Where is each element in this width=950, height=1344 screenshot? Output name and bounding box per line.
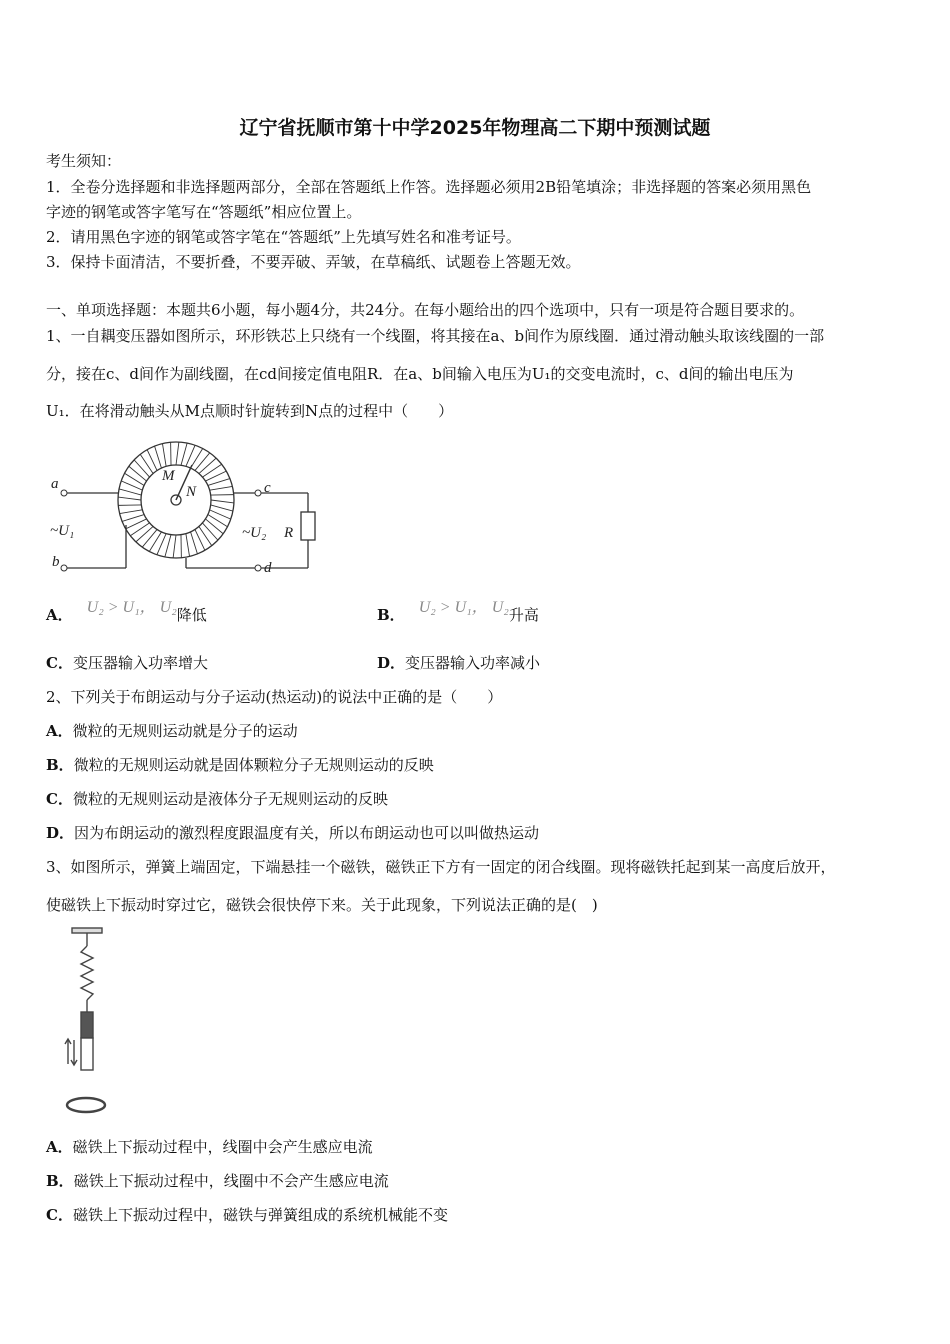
label-b: b: [52, 554, 60, 570]
option-text: 降低: [176, 606, 207, 624]
question-1-stem: 分，接在c、d间作为副线圈，在cd间接定值电阻R．在a、b间输入电压为U₁的交变电流时，c、d间的输出电压为: [46, 365, 794, 383]
label-c: c: [264, 480, 271, 496]
option-label: B．: [46, 756, 74, 774]
q2-option-b[interactable]: [46, 756, 434, 774]
option-text: 升高: [508, 606, 539, 624]
notice-item: 2．请用黑色字迹的钢笔或答字笔在“答题纸”上先填写姓名和准考证号。: [46, 228, 521, 246]
option-math: U₂ > U₁， U₂: [418, 599, 509, 616]
coil-turn: [199, 458, 216, 473]
coil-turn: [208, 479, 230, 486]
q2-option-c[interactable]: [46, 790, 388, 808]
label-a: a: [51, 476, 59, 492]
coil-turn: [162, 444, 166, 467]
option-label: C．: [46, 654, 73, 672]
magnet-s: [81, 1038, 93, 1070]
q1-option-d[interactable]: [377, 654, 540, 672]
q2-option-a[interactable]: [46, 722, 298, 740]
coil-turn: [129, 466, 147, 481]
option-label: D．: [377, 654, 406, 672]
option-label: A．: [46, 722, 73, 740]
coil-turn: [205, 519, 223, 534]
coil-turn: [155, 446, 162, 468]
q3-option-a[interactable]: [46, 1138, 373, 1156]
coil-turn: [211, 500, 234, 503]
option-text: 磁铁上下振动过程中，线圈中会产生感应电流: [72, 1138, 373, 1156]
coil-turn: [119, 489, 141, 495]
label-d: d: [264, 560, 272, 576]
q3-option-b[interactable]: [46, 1172, 389, 1190]
label-R: R: [284, 525, 294, 541]
coil-turn: [122, 515, 144, 522]
question-1-stem: U₁．在将滑动触头从M点顺时针旋转到N点的过程中（ ）: [46, 402, 454, 420]
section-heading: 一、单项选择题：本题共6小题，每小题4分，共24分。在每小题给出的四个选项中，只有一项是符合题目要求的。: [46, 301, 805, 319]
autotransformer-figure: [46, 430, 326, 580]
option-text: 磁铁上下振动过程中，线圈中不会产生感应电流: [73, 1172, 389, 1190]
option-text: 磁铁上下振动过程中，磁铁与弹簧组成的系统机械能不变: [72, 1206, 448, 1224]
coil-turn: [134, 460, 149, 477]
q1-option-b[interactable]: [377, 599, 539, 625]
option-text: 变压器输入功率减小: [405, 654, 541, 672]
coil-turn: [118, 497, 141, 500]
option-label: D．: [46, 824, 75, 842]
coil-turn: [176, 442, 179, 465]
notice-item: 3．保持卡面清洁，不要折叠，不要弄破、弄皱，在草稿纸、试题卷上答题无效。: [46, 253, 581, 271]
notice-item: 字迹的钢笔或答字笔写在“答题纸”相应位置上。: [46, 203, 362, 221]
q2-option-d[interactable]: [46, 824, 539, 842]
option-text: 因为布朗运动的激烈程度跟温度有关，所以布朗运动也可以叫做热运动: [74, 824, 540, 842]
question-2-stem: 2、下列关于布朗运动与分子运动(热运动)的说法中正确的是（ ）: [46, 688, 503, 706]
option-label: A．: [46, 606, 73, 624]
q3-option-c[interactable]: [46, 1206, 448, 1224]
coil-turn: [136, 526, 153, 541]
coil-turn: [142, 529, 157, 547]
coil-turn: [173, 535, 176, 558]
option-label: C．: [46, 790, 73, 808]
q1-option-c[interactable]: [46, 654, 208, 672]
coil-turn: [191, 532, 198, 554]
label-U2: ~U₂: [242, 525, 267, 541]
page-title: 辽宁省抚顺市第十中学2025年物理高二下期中预测试题: [239, 117, 711, 139]
option-text: 变压器输入功率增大: [72, 654, 208, 672]
spring-magnet-figure: [58, 922, 118, 1122]
option-text: 微粒的无规则运动是液体分子无规则运动的反映: [72, 790, 388, 808]
notice-heading: 考生须知：: [46, 152, 122, 170]
closed-coil: [67, 1098, 105, 1112]
coil-turn: [211, 505, 233, 511]
coil-turn: [210, 486, 233, 490]
option-text: 微粒的无规则运动就是固体颗粒分子无规则运动的反映: [73, 756, 434, 774]
option-label: C．: [46, 1206, 73, 1224]
question-3-stem: 3、如图所示，弹簧上端固定，下端悬挂一个磁铁，磁铁正下方有一固定的闭合线圈。现将磁铁托起到某一高度后放开，: [46, 858, 836, 876]
q1-option-a[interactable]: [46, 599, 207, 625]
option-label: A．: [46, 1138, 73, 1156]
magnet-n: [81, 1012, 93, 1038]
label-U1: ~U₁: [50, 523, 75, 539]
label-M: M: [162, 468, 175, 484]
coil-turn: [195, 453, 210, 471]
question-3-stem: 使磁铁上下振动时穿过它，磁铁会很快停下来。关于此现象，下列说法正确的是( ): [46, 896, 598, 914]
option-text: 微粒的无规则运动就是分子的运动: [72, 722, 298, 740]
coil-turn: [165, 535, 171, 557]
option-label: B．: [377, 606, 405, 624]
coil-turn: [120, 510, 143, 514]
coil-turn: [186, 534, 190, 557]
coil-turn: [202, 523, 217, 540]
option-math: U₂ > U₁， U₂: [86, 599, 177, 616]
notice-item: 1．全卷分选择题和非选择题两部分，全部在答题纸上作答。选择题必须用2B铅笔填涂；非选择题的答案必须用黑色: [46, 178, 812, 196]
option-label: B．: [46, 1172, 74, 1190]
label-N: N: [186, 484, 197, 500]
coil-turn: [181, 443, 187, 465]
question-1-stem: 1、一自耦变压器如图所示，环形铁芯上只绕有一个线圈，将其接在a、b间作为原线圈．通过滑动触头取该线圈的一部: [46, 327, 825, 345]
